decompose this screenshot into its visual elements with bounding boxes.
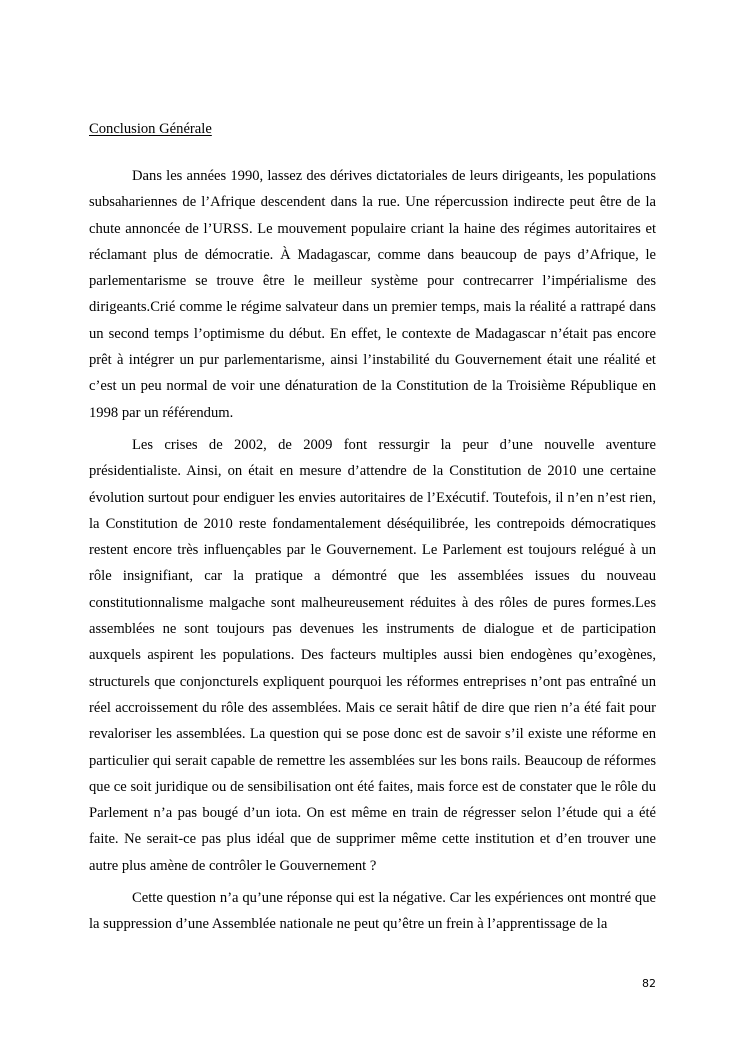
paragraph-1: Dans les années 1990, lassez des dérives dictatoriales de leurs dirigeants, les populations subsahariennes de l’Afrique descendent dans la rue. Une répercussion indirecte peut être de la chute annoncée de l’URSS. Le mouvement populaire criant la haine des régimes autoritaires et réclamant plus de démocratie. À Madagascar, comme dans beaucoup de pays d’Afrique, le parlementarisme se trouve être le meilleur système pour contrecarrer l’impérialisme des dirigeants.Crié comme le régime salvateur dans un premier temps, mais la réalité a rattrapé dans un second temps l’optimisme du début. En effet, le contexte de Madagascar n’était pas encore prêt à intégrer un pur parlementarisme, ainsi l’instabilité du Gouvernement était une réalité et c’est un peu normal de voir une dénaturation de la Constitution de la Troisième République en 1998 par un référendum. [89, 168, 656, 421]
paragraph-3: Cette question n’a qu’une réponse qui est la négative. Car les expériences ont montré que la suppression d’une Assemblée nationale ne peut qu’être un frein à l’apprentissage de la [89, 890, 656, 933]
body-text [89, 163, 656, 938]
paragraph-2: Les crises de 2002, de 2009 font ressurgir la peur d’une nouvelle aventure présidentialiste. Ainsi, on était en mesure d’attendre de la Constitution de 2010 une certaine évolution surtout pour endiguer les envies autoritaires de l’Exécutif. Toutefois, il n’en n’est rien, la Constitution de 2010 reste fondamentalement déséquilibrée, les contrepoids démocratiques restent encore très influençables par le Gouvernement. Le Parlement est toujours relégué à un rôle insignifiant, car la pratique a démontré que les assemblées issues du nouveau constitutionnalisme malgache sont malheureusement réduites à des rôles de pures formes.Les assemblées ne sont toujours pas devenues les instruments de dialogue et de participation auxquels aspirent les populations. Des facteurs multiples aussi bien endogènes qu’exogènes, structurels que conjoncturels expliquent pourquoi les réformes entreprises n’ont pas entraîné un réel accroissement du rôle des assemblées. Mais ce serait hâtif de dire que rien n’a été fait pour revaloriser les assemblées. La question qui se pose donc est de savoir s’il existe une réforme en particulier qui serait capable de remettre les assemblées sur les bons rails. Beaucoup de réformes que ce soit juridique ou de sensibilisation ont été faites, mais force est de constater que le rôle du Parlement n’a pas bougé d’un iota. On est même en train de régresser selon l’étude qui a été faite. Ne serait-ce pas plus idéal que de supprimer même cette institution et d’en trouver une autre plus amène de contrôler le Gouvernement ? [89, 436, 656, 874]
section-heading: Conclusion Générale [89, 121, 212, 137]
page-number: 82 [642, 977, 656, 990]
